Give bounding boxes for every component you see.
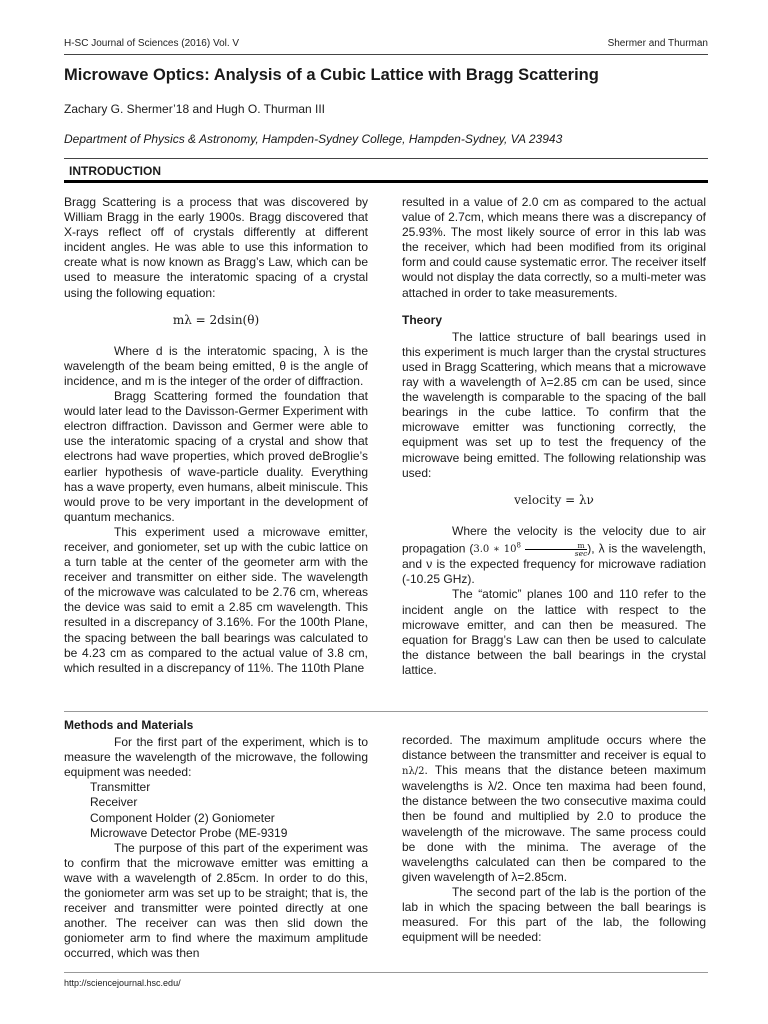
footer-url[interactable]: http://sciencejournal.hsc.edu/ bbox=[64, 978, 181, 988]
theory-paragraph: The lattice structure of ball bearings used in this experiment is much larger than the crystal structures used in Bragg Scattering, which means that a microwave ray with a wavelength of λ=2.85 cm can be used, since the wavelength is comparable to the spacing of the ball bearings in the cube lattice. To confirm that the microwave emitter was functioning correctly, the equipment was set up to test the frequency of the microwave being emitted. The following relationship was used: bbox=[402, 329, 706, 480]
half-wavelength-math: nλ/2 bbox=[402, 766, 425, 778]
equipment-item: Receiver bbox=[90, 795, 138, 810]
section-divider bbox=[64, 711, 708, 712]
speed-constant: 3.0 ∗ 10 bbox=[473, 544, 517, 556]
footer-rule bbox=[64, 972, 708, 973]
methods-paragraph: The purpose of this part of the experiment was to confirm that the microwave emitter was emitting a wave with a wavelength of 2.85cm. In order to do this, the goniometer arm was set up to be straight; that is, the receiver and transmitter were pointed directly at one another. The receiver can was then slid down the goniometer arm to find where the maximum amplitude occurred, which was then bbox=[64, 840, 368, 961]
methods-heading: Methods and Materials bbox=[64, 718, 194, 732]
intro-paragraph: Bragg Scattering is a process that was discovered by William Bragg in the early 1900s. Bragg discovered that X-rays reflect off of crystals differently at different incident angles. He was able to use this information to create what is now known as Bragg’s Law, which can be used to measure the interatomic spacing of a crystal using the following equation: bbox=[64, 195, 368, 300]
affiliation: Department of Physics & Astronomy, Hampden-Sydney College, Hampden-Sydney, VA 23943 bbox=[64, 132, 563, 146]
units-fraction: $\frac{m}{\sec}$ bbox=[525, 542, 588, 557]
header-rule bbox=[64, 54, 708, 55]
theory-paragraph: The “atomic” planes 100 and 110 refer to the incident angle on the lattice with respect to the microwave emitter, and can then be measured. The equation for Bragg’s Law can then be used to calculate the distance between the ball bearings in the crystal lattice. bbox=[402, 587, 706, 677]
velocity-equation: velocity = λν bbox=[514, 492, 594, 507]
journal-header: H-SC Journal of Sciences (2016) Vol. V bbox=[64, 38, 240, 49]
intro-right-column bbox=[402, 195, 706, 678]
theory-paragraph: Where the velocity is the velocity due to air propagation (3.0 ∗ $10^8$ $\frac{m}{\sec}$ ), λ is the wavelength, and ν is the expected frequency for microwave radiation (-10.25 GHz). bbox=[402, 523, 706, 587]
running-authors: Shermer and Thurman bbox=[607, 38, 708, 49]
methods-right-column bbox=[402, 733, 706, 945]
methods-paragraph: For the first part of the experiment, which is to measure the wavelength of the microwave, the following equipment was needed: bbox=[64, 735, 368, 780]
exponent: 8 bbox=[516, 541, 521, 550]
paper-title: Microwave Optics: Analysis of a Cubic Lattice with Bragg Scattering bbox=[64, 66, 599, 84]
intro-paragraph: resulted in a value of 2.0 cm as compared to the actual value of 2.7cm, which means there was a discrepancy of 25.93%. The most likely source of error in this lab was the receiver, which had been modified from its original form and could cause systematic error. The receiver itself would not display the data correctly, so a multi-meter was attached in order to take measurements. bbox=[402, 195, 706, 300]
bragg-equation: mλ = 2dsin(θ) bbox=[172, 312, 260, 327]
intro-paragraph: Bragg Scattering formed the foundation that would later lead to the Davisson-Germer Experiment with electron diffraction. Davisson and Germer were able to use the interatomic spacing of a crystal and show that electrons had wave properties, which proved deBroglie’s earlier hypothesis of wave-particle duality. Everything has a wave property, even humans, albeit miniscule. This would prove to be very important in the development of quantum mechanics. bbox=[64, 389, 368, 524]
methods-paragraph: The second part of the lab is the portion of the lab in which the spacing between the ball bearings is measured. For this part of the lab, the following equipment will be needed: bbox=[402, 884, 706, 945]
authors: Zachary G. Shermer’18 and Hugh O. Thurman III bbox=[64, 102, 326, 116]
intro-paragraph: This experiment used a microwave emitter, receiver, and goniometer, set up with the cubic lattice on a turn table at the center of the geometer arm with the receiver and transmitter on either side. The wavelength of the microwave was calculated to be 2.76 cm, whereas the device was said to emit a 2.85 cm wavelength. This resulted in a discrepancy of 3.16%. For the 100th Plane, the spacing between the ball bearings was calculated to be 4.23 cm as compared to the actual value of 3.8 cm, which resulted in a discrepancy of 11%. The 110th Plane bbox=[64, 524, 368, 675]
intro-paragraph: Where d is the interatomic spacing, λ is the wavelength of the beam being emitted, θ is the angle of incidence, and m is the integer of the order of diffraction. bbox=[64, 343, 368, 388]
section-bottom-rule bbox=[64, 180, 708, 183]
theory-heading: Theory bbox=[402, 312, 443, 327]
equipment-item: Component Holder (2) Goniometer bbox=[90, 810, 275, 825]
equipment-item: Microwave Detector Probe (ME-9319 bbox=[90, 825, 288, 840]
methods-left-column bbox=[64, 718, 368, 962]
section-top-rule bbox=[64, 158, 708, 159]
introduction-heading: INTRODUCTION bbox=[69, 164, 161, 178]
methods-paragraph: recorded. The maximum amplitude occurs where the distance between the transmitter and receiver is equal to nλ/2. This means that the distance beteen maximum wavelengths is λ/2. Once ten maxima had been found, the distance between the two consecutive maxima could then be found and multiplied by 2.0 to produce the wavelength of the microwave. The same process could be done with the minima. The average of the wavelengths calculated can then be compared to the given wavelength of λ=2.85cm. bbox=[402, 733, 706, 884]
equipment-item: Transmitter bbox=[90, 780, 151, 795]
intro-left-column bbox=[64, 195, 368, 676]
